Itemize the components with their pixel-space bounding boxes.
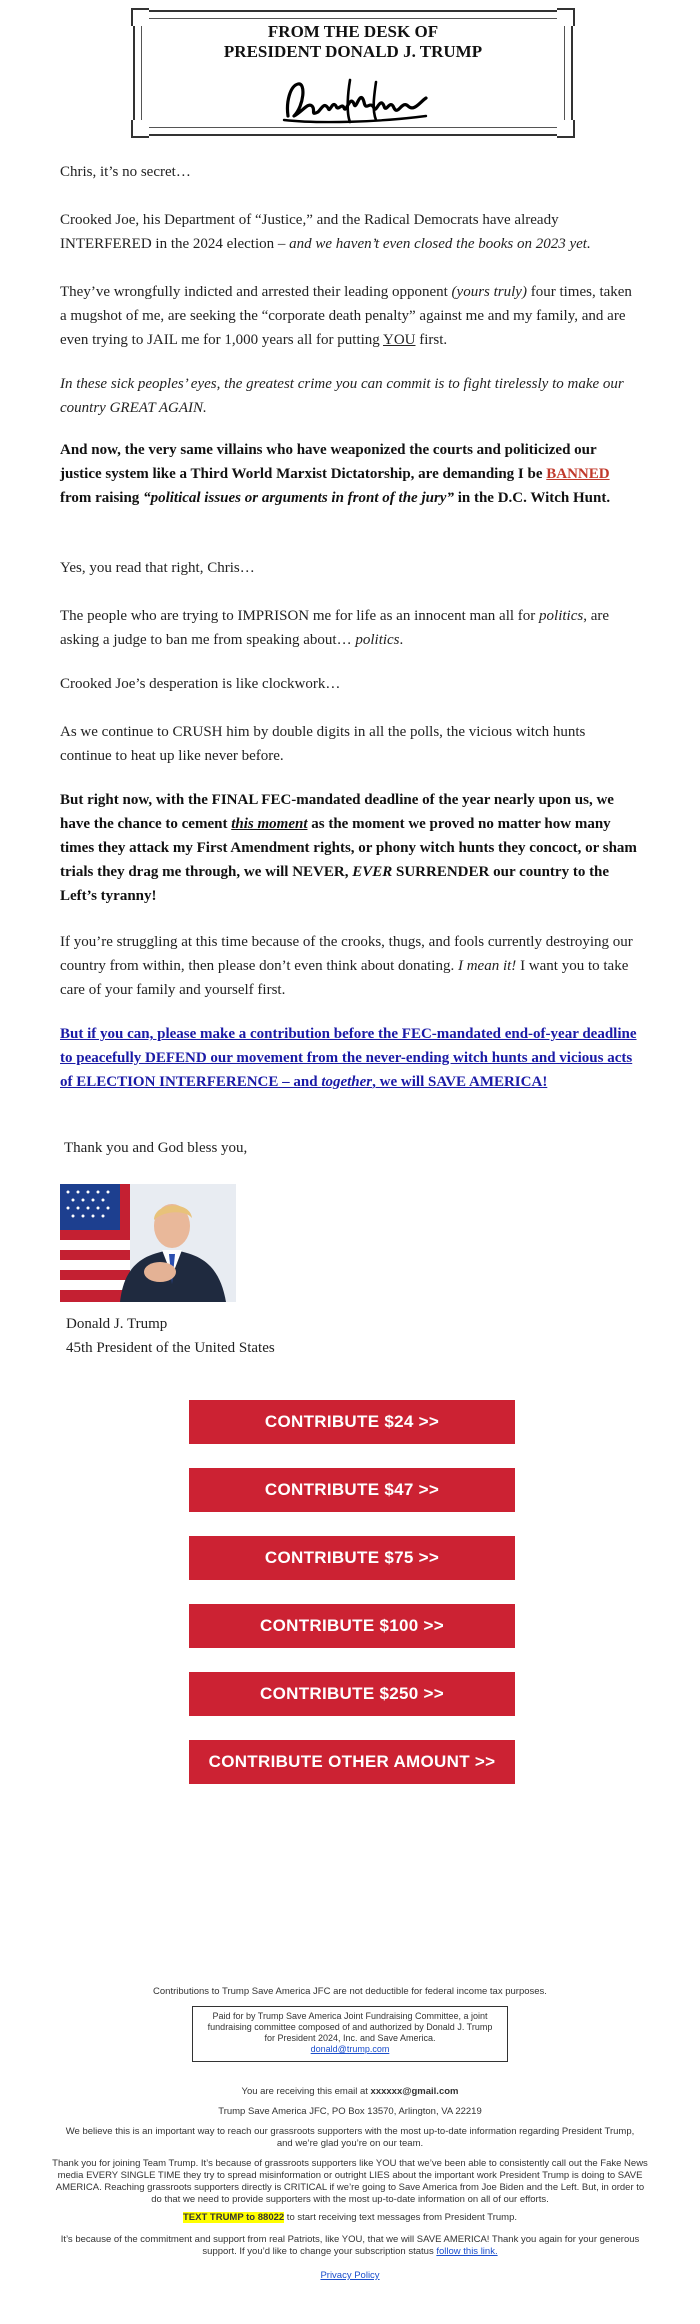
tax-disclaimer: Contributions to Trump Save America JFC are not deductible for federal income tax purposes. xyxy=(153,1986,547,1997)
text: “political issues or arguments in front of the jury” xyxy=(143,490,454,506)
text: I want you to take care of your family and yourself first. xyxy=(60,958,629,998)
text: You are receiving this email at xyxy=(241,2086,371,2097)
signature-name: Donald J. Trump xyxy=(66,1316,168,1332)
text-optin xyxy=(0,2212,700,2224)
text: SURRENDER our country to the Left’s tyranny! xyxy=(60,864,610,904)
paragraph xyxy=(60,438,640,510)
paragraph xyxy=(60,280,640,352)
paragraph: As we continue to CRUSH him by double digits in all the polls, the vicious witch hunts continue to heat up like never before. xyxy=(60,724,586,764)
text: (yours truly) xyxy=(451,284,527,300)
text: this moment xyxy=(231,816,308,832)
receiving-email xyxy=(0,2086,700,2098)
donate-link[interactable]: , we will SAVE AMERICA! xyxy=(372,1074,548,1090)
text: Crooked Joe, his Department of “Justice,” and the Radical Democrats have already INTERFERED in the 2024 election – xyxy=(60,212,559,252)
paragraph xyxy=(60,604,640,652)
paid-for-box xyxy=(192,2006,508,2062)
donate-link[interactable]: together xyxy=(321,1074,373,1090)
letterhead xyxy=(133,10,573,136)
text: first. xyxy=(415,332,448,348)
paragraph: Yes, you read that right, Chris… xyxy=(60,560,255,576)
text: But right now, with the FINAL FEC-mandated deadline of the year nearly upon us, we have the chance to cement xyxy=(60,792,614,832)
text: . xyxy=(399,632,404,648)
text: and we haven’t even closed the books on 2023 yet. xyxy=(289,236,591,252)
letterhead-line1: FROM THE DESK OF xyxy=(267,22,439,41)
donate-link[interactable]: But if you can, please make a contribution before the FEC-mandated end-of-year deadline to peacefully DEFEND our movement from the never-ending witch hunts and vicious acts of ELECTION INTERFERENCE – and xyxy=(60,1026,637,1090)
text: The people who are trying to IMPRISON me for life as an innocent man all for xyxy=(60,608,540,624)
text: EVER xyxy=(352,864,393,880)
text: I mean it! xyxy=(457,958,517,974)
thanks-text: Thank you for joining Team Trump. It’s because of grassroots supporters like YOU that we’ve been able to consistently call out the Fake News media EVERY SINGLE TIME they try to spread misinformation or outright LIES about the important work President Trump is doing to SAVE AMERICA. Reaching grassroots supporters directly is CRITICAL if we’re going to Save America from Joe Biden and the Left. But, in order to do that we need to provide supporters with the most up-to-date information on all of our efforts. xyxy=(52,2158,648,2205)
closing: Thank you and God bless you, xyxy=(64,1140,248,1156)
text: And now, the very same villains who have weaponized the courts and politicized our justice system like a Third World Marxist Dictatorship, are demanding I be xyxy=(60,442,597,482)
banned-link[interactable]: BANNED xyxy=(546,466,610,482)
text: They’ve wrongfully indicted and arrested their leading opponent xyxy=(60,284,452,300)
paragraph xyxy=(60,788,640,908)
text: YOU xyxy=(382,332,416,348)
text: , are asking a judge to ban me from speaking about… xyxy=(60,608,610,648)
paragraph: Crooked Joe’s desperation is like clockwork… xyxy=(60,676,341,692)
sms-keyword: TEXT TRUMP to 88022 xyxy=(182,2212,285,2223)
text: from raising xyxy=(60,490,144,506)
believe-text: We believe this is an important way to reach our grassroots supporters with the most up-to-date information regarding President Trump, and we’re glad you’re on our team. xyxy=(65,2126,635,2149)
text: as the moment we proved no matter how many times they attack my First Amendment rights, or phony witch hunts they concoct, or sham trials they drag me through, we will NEVER, xyxy=(60,816,637,880)
text: politics xyxy=(355,632,400,648)
text: four times, taken a mugshot of me, are seeking the “corporate death penalty” against me and my family, and are even trying to JAIL me for 1,000 years all for putting xyxy=(60,284,632,348)
text: in the D.C. Witch Hunt. xyxy=(453,490,611,506)
paid-for-text: Paid for by Trump Save America Joint Fundraising Committee, a joint fundraising committee composed of and authorized by Donald J. Trump for President 2024, Inc. and Save America. xyxy=(207,2011,493,2043)
text: to start receiving text messages from President Trump. xyxy=(284,2212,518,2223)
text: politics xyxy=(539,608,584,624)
letterhead-title xyxy=(135,22,571,62)
recipient-email: xxxxxx@gmail.com xyxy=(370,2086,459,2097)
mailing-address: Trump Save America JFC, PO Box 13570, Arlington, VA 22219 xyxy=(218,2106,482,2117)
donate-link-paragraph[interactable] xyxy=(60,1022,640,1094)
contribute-100-button[interactable]: CONTRIBUTE $100 >> xyxy=(189,1604,515,1648)
letterhead-line2: PRESIDENT DONALD J. TRUMP xyxy=(223,42,483,61)
paid-for-email-link[interactable]: donald@trump.com xyxy=(310,2044,390,2054)
text: If you’re struggling at this time because of the crooks, thugs, and fools currently destroying our country from within, then please don’t even think about donating. xyxy=(60,934,633,974)
commitment-text xyxy=(60,2234,640,2258)
privacy-policy-link[interactable]: Privacy Policy xyxy=(320,2270,380,2281)
president-photo xyxy=(60,1184,236,1302)
text: Chris, it’s no secret… xyxy=(60,164,191,180)
signature-title: 45th President of the United States xyxy=(66,1340,275,1356)
signature-image xyxy=(280,72,430,128)
contribute-47-button[interactable]: CONTRIBUTE $47 >> xyxy=(189,1468,515,1512)
paragraph xyxy=(60,930,640,1002)
contribute-24-button[interactable]: CONTRIBUTE $24 >> xyxy=(189,1400,515,1444)
text: It’s because of the commitment and support from real Patriots, like YOU, that we will SAVE AMERICA! Thank you again for your generous support. If you’d like to change your subscription status xyxy=(60,2234,640,2257)
subscription-link[interactable]: follow this link. xyxy=(436,2246,498,2257)
paragraph xyxy=(60,208,640,256)
contribute-other-button[interactable]: CONTRIBUTE OTHER AMOUNT >> xyxy=(189,1740,515,1784)
photo-illustration xyxy=(60,1184,236,1302)
paragraph: In these sick peoples’ eyes, the greatest crime you can commit is to fight tirelessly to make our country GREAT AGAIN. xyxy=(60,376,624,416)
contribute-250-button[interactable]: CONTRIBUTE $250 >> xyxy=(189,1672,515,1716)
corner-ornament xyxy=(131,120,149,138)
contribute-75-button[interactable]: CONTRIBUTE $75 >> xyxy=(189,1536,515,1580)
paragraph xyxy=(60,160,640,184)
privacy-row xyxy=(0,2270,700,2282)
corner-ornament xyxy=(557,120,575,138)
